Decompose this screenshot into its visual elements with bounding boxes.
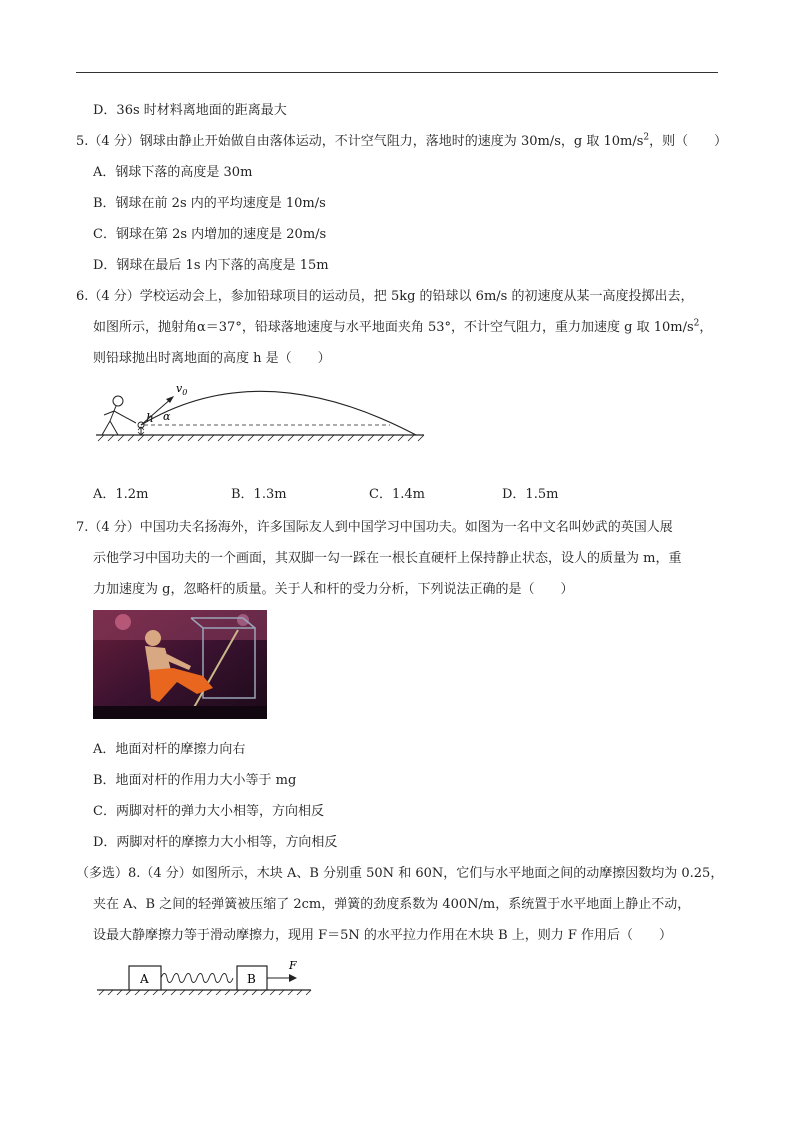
option-d-prev: D．36s 时材料离地面的距离最大 — [93, 103, 287, 118]
force-arrowhead — [289, 974, 297, 982]
alpha-label: α — [163, 410, 171, 423]
question-7-line3: 力加速度为 g，忽略杆的质量。关于人和杆的受力分析，下列说法正确的是（ ） — [93, 582, 574, 597]
block-a-label: A — [140, 972, 149, 986]
question-6-line1: 6.（4 分）学校运动会上，参加铅球项目的运动员，把 5kg 的铅球以 6m/s 的初速度从某一高度投掷出去， — [76, 289, 694, 304]
floor-hatch — [99, 990, 311, 995]
header-rule — [76, 72, 718, 73]
q6-line2-sup: 2 — [693, 318, 700, 329]
block-b-label: B — [247, 972, 256, 986]
q7-option-a: A．地面对杆的摩擦力向右 — [93, 742, 246, 757]
q5-stem-sup: 2 — [643, 132, 650, 143]
q6-options-row — [0, 486, 794, 504]
shot-put-figure — [90, 375, 430, 447]
h-label: h — [146, 411, 154, 425]
q6-option-a: A．1.2m — [93, 487, 149, 502]
force-label: F — [289, 959, 297, 972]
question-8-line3: 设最大静摩擦力等于滑动摩擦力，现用 F＝5N 的水平拉力作用在木块 B 上，则力 F 作用后（ ） — [93, 928, 673, 943]
q7-option-b: B．地面对杆的作用力大小等于 mg — [93, 773, 297, 788]
question-8-line1: （多选）8.（4 分）如图所示，木块 A、B 分别重 50N 和 60N，它们与水平地面之间的动摩擦因数均为 0.25， — [76, 866, 724, 881]
q6-line2-end: ， — [699, 320, 713, 335]
trajectory-curve — [141, 391, 416, 435]
q5-stem-end: ，则（ ） — [649, 134, 728, 149]
v0-label: $v_0$ — [176, 382, 188, 397]
q5-option-c: C．钢球在第 2s 内增加的速度是 20m/s — [93, 227, 327, 242]
q7-option-c: C．两脚对杆的弹力大小相等，方向相反 — [93, 804, 324, 819]
q5-stem-text: 5.（4 分）钢球由静止开始做自由落体运动，不计空气阻力，落地时的速度为 30m/s，g 取 10m/s — [76, 134, 644, 149]
kungfu-photo — [93, 610, 267, 719]
spring-coil — [161, 974, 233, 983]
q6-line2-text: 如图所示，抛射角α＝37°，铅球落地速度与水平地面夹角 53°，不计空气阻力，重力加速度 g 取 10m/s — [93, 320, 694, 335]
q5-option-a: A．钢球下落的高度是 30m — [93, 165, 253, 180]
q7-option-d: D．两脚对杆的摩擦力大小相等，方向相反 — [93, 835, 338, 850]
athlete-figure — [102, 396, 136, 435]
q5-option-d: D．钢球在最后 1s 内下落的高度是 15m — [93, 258, 329, 273]
q6-option-c: C．1.4m — [369, 487, 425, 502]
question-7-line2: 示他学习中国功夫的一个画面，其双脚一勾一踩在一根长直硬杆上保持静止状态，设人的质量为 m，重 — [93, 551, 682, 566]
q6-option-b: B．1.3m — [231, 487, 287, 502]
ground-hatch — [98, 435, 424, 441]
q6-option-d: D．1.5m — [502, 487, 559, 502]
question-6-line2 — [93, 319, 712, 337]
spring-blocks-figure — [95, 955, 315, 1000]
q5-option-b: B．钢球在前 2s 内的平均速度是 10m/s — [93, 196, 326, 211]
question-8-line2: 夹在 A、B 之间的轻弹簧被压缩了 2cm，弹簧的劲度系数为 400N/m，系统置于水平地面上静止不动， — [93, 897, 691, 912]
question-6-line3: 则铅球抛出时离地面的高度 h 是（ ） — [93, 351, 331, 366]
question-7-line1: 7.（4 分）中国功夫名扬海外，许多国际友人到中国学习中国功夫。如图为一名中文名叫妙武的英国人展 — [76, 520, 673, 535]
question-5-stem — [76, 133, 727, 151]
